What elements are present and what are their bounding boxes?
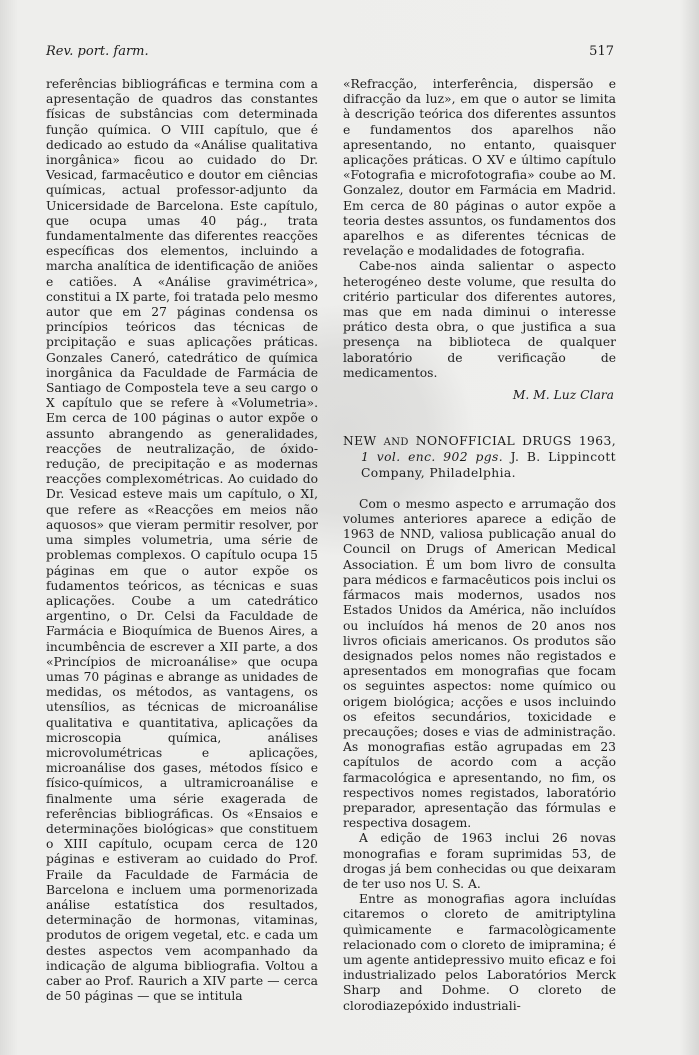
book-title-part2: NONOFFICIAL DRUGS <box>415 434 572 449</box>
book-title-and: AND <box>383 437 409 449</box>
book-title-part1: NEW <box>343 434 377 449</box>
page-number: 517 <box>589 44 614 59</box>
review-paragraph: A edição de 1963 inclui 26 novas monografias e foram suprimidas 53, de drogas já bem conhecidas ou que deixaram de ter uso nos U. S. A. <box>343 831 616 891</box>
running-head <box>46 44 614 64</box>
review-signature: M. M. Luz Clara <box>512 388 614 403</box>
right-paragraph: Cabe-nos ainda salientar o aspecto heterogéneo deste volume, que resulta do critério particular dos diferentes autores, mas que em nada diminui o interesse prático desta obra, o que justifica a sua presença na biblioteca de qualquer laboratório de verificação de medicamentos. <box>343 259 616 380</box>
book-review <box>343 497 616 1014</box>
book-year: 1963, <box>578 434 617 449</box>
review-paragraph: Com o mesmo aspecto e arrumação dos volumes anteriores aparece a edição de 1963 de NND, valiosa publicação anual do Council on Drugs of American Medical Association. É um bom livro de consulta para médicos e farmacêuticos pois inclui os fármacos mais modernos, usados nos Estados Unidos da América, não incluídos ou incluídos há menos de 20 anos nos livros oficiais americanos. Os produtos são designados pelos nomes não registados e apresentados em monografias que focam os seguintes aspectos: nome químico ou origem biológica; acções e usos incluindo os efeitos secundários, toxicidade e precauções; doses e vias de administração. As monografias estão agrupadas em 23 capítulos de acordo com a acção farmacológica e apresentando, no fim, os respectivos nomes registados, laboratório preparador, apresentação das fórmulas e respectiva dosagem. <box>343 496 616 831</box>
book-details: 1 vol. enc. 902 pgs. <box>361 450 504 465</box>
right-column <box>343 77 616 1014</box>
left-paragraph: referências bibliográficas e termina com a apresentação de quadros das constantes físicas de substâncias com determinada função química. O VIII capítulo, que é dedicado ao estudo da «Análise qualitativa inorgânica» ficou ao cuidado do Dr. Vesicad, farmacêutico e doutor em ciências químicas, actual professor-adjunto da Unicersidade de Barcelona. Este capítulo, que ocupa umas 40 pág., trata fundamentalmente das diferentes reacções específicas dos elementos, incluindo a marcha analítica de identificação de aniões e catiões. A «Análise gravimétrica», constitui a IX parte, foi tratada pelo mesmo autor que em 27 páginas condensa os princípios teóricos das técnicas de prcipitação e suas aplicações práticas. Gonzales Caneró, catedrático de química inorgânica da Faculdade de Farmácia de Santiago de Compostela teve a seu cargo o X capítulo que se refere à «Volumetria». Em cerca de 100 páginas o autor expõe o assunto abrangendo as generalidades, reacções de neutralização, de óxido-redução, de precipitação e as modernas reacções complexométricas. Ao cuidado do Dr. Vesicad esteve mais um capítulo, o XI, que refere as «Reacções em meios não aquosos» que vieram permitir resolver, por uma simples volumetria, uma série de problemas complexos. O capítulo ocupa 15 páginas em que o autor expõe os fudamentos teóricos, as técnicas e suas aplicações. Coube a um catedrático argentino, o Dr. Celsi da Faculdade de Farmácia e Bioquímica de Buenos Aires, a incumbência de escrever a XII parte, a dos «Princípios de microanálise» que ocupa umas 70 páginas e abrange as unidades de medidas, os métodos, as vantagens, os utensílios, as técnicas de microanálise qualitativa e quantitativa, aplicações da microscopia química, análises microvolumétricas e aplicações, microanálise dos gases, métodos físico e físico-químicos, a ultramicroanálise e finalmente uma série exagerada de referências bibliográficas. Os «Ensaios e determinações biológicas» que constituem o XIII capítulo, ocupam cerca de 120 páginas e estiveram ao cuidado do Prof. Fraile da Faculdade de Farmácia de Barcelona e incluem uma pormenorizada análise estatística dos resultados, determinação de hormonas, vitaminas, produtos de origem vegetal, etc. e cada um destes aspectos vem acompanhado da indicação de alguma bibliografia. Voltou a caber ao Prof. Raurich a XIV parte — cerca de 50 páginas — que se intitula <box>46 77 319 1004</box>
review-paragraph: Entre as monografias agora incluídas citaremos o cloreto de amitriptylina quìmicamente e farmacològicamente relacionado com o cloreto de imipramina; é um agente antidepressivo muito eficaz e foi industrializado pelos Laboratórios Merck Sharp and Dohme. O cloreto de clorodiazepóxido industriali- <box>343 892 616 1013</box>
book-citation <box>343 434 616 481</box>
book-publisher: J. B. Lippincott Company, Philadelphia. <box>361 450 617 480</box>
right-paragraph: «Refracção, interferência, dispersão e difracção da luz», em que o autor se limita à descrição teórica dos diferentes assuntos e fundamentos dos aparelhos não apresentando, no entanto, quaisquer aplicações práticas. O XV e último capítulo «Fotografia e microfotografia» coube ao M. Gonzalez, doutor em Farmácia em Madrid. Em cerca de 80 páginas o autor expõe a teoria destes assuntos, os fundamentos dos aparelhos e as diferentes técnicas de revelação e modalidades de fotografia. <box>343 77 616 259</box>
left-column <box>46 77 318 1004</box>
journal-title: Rev. port. farm. <box>46 44 149 59</box>
